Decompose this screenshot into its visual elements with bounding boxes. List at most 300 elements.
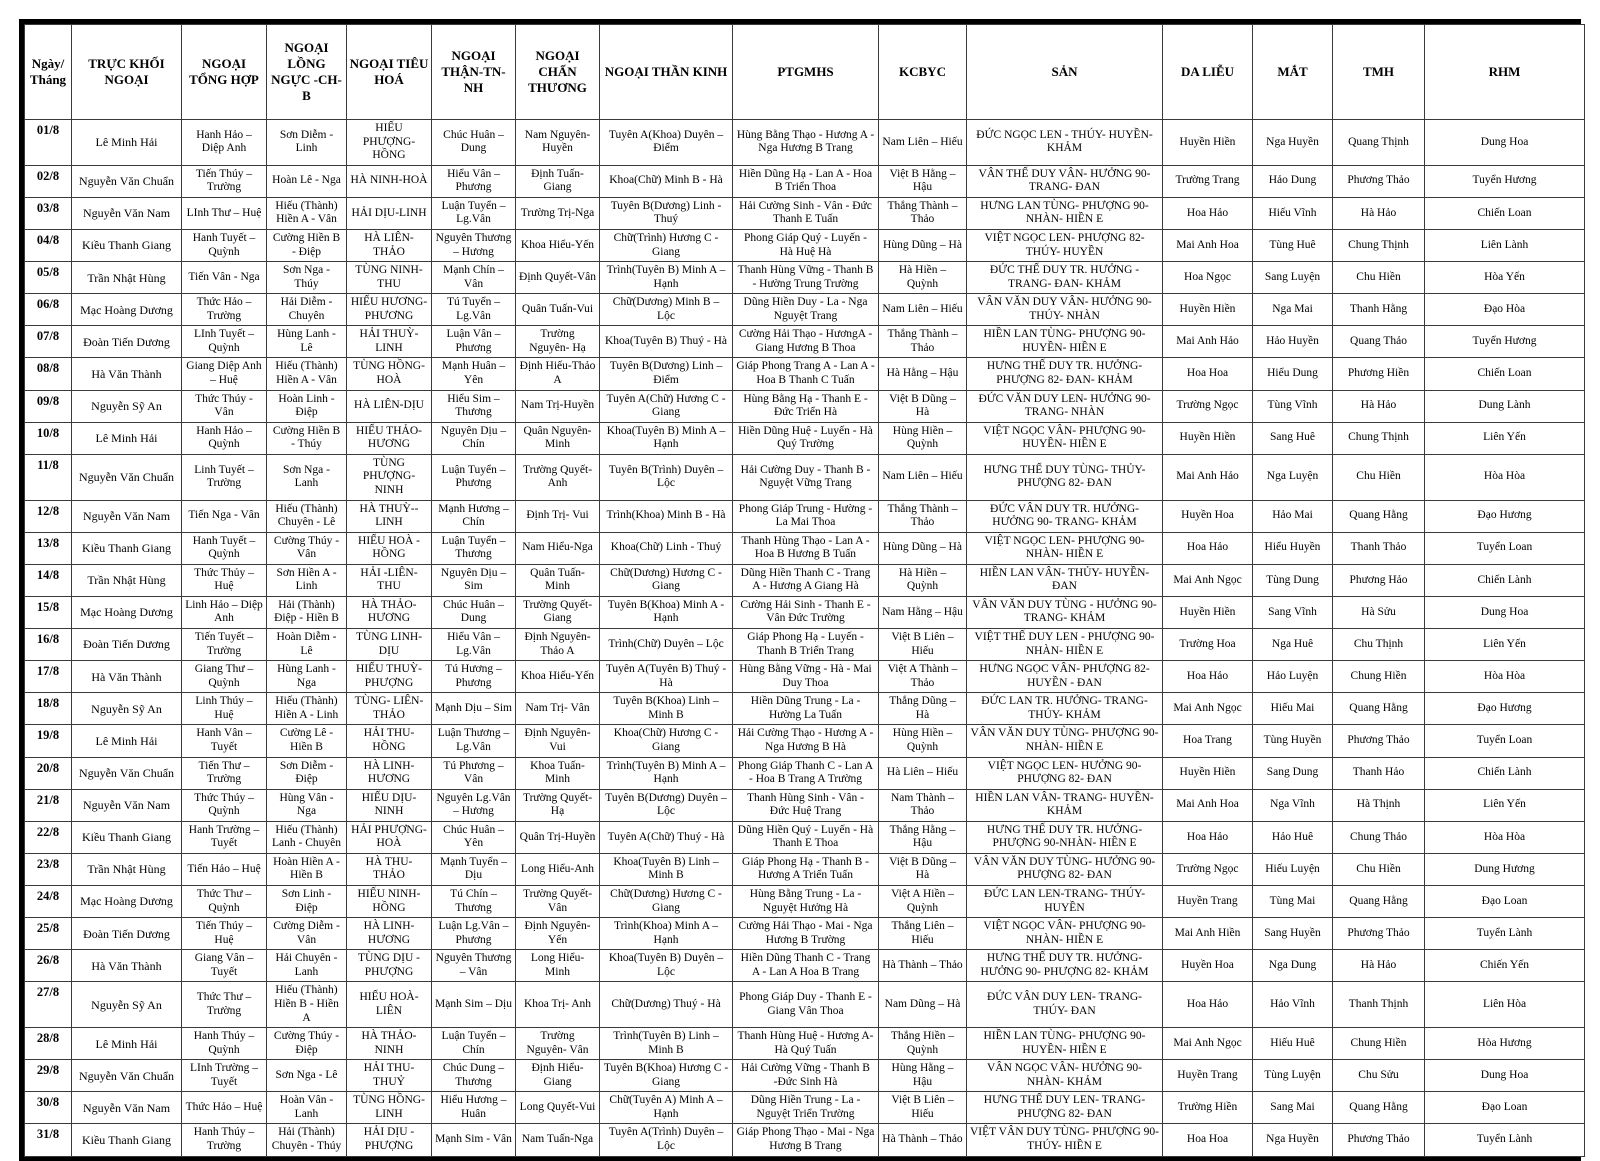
date-cell: 21/8 xyxy=(25,789,72,821)
table-cell: Dũng Hiền Quý - Luyến - Hà Thanh E Thoa xyxy=(733,821,879,853)
table-cell: Hải (Thành) Điệp - Hiền B xyxy=(267,596,347,628)
table-cell: Liên Hòa xyxy=(1425,982,1585,1028)
table-cell: Hải Cường Sinh - Vân - Đức Thanh E Tuấn xyxy=(733,197,879,229)
table-cell: Hiền Dũng Trung - La - Hường La Tuấn xyxy=(733,693,879,725)
date-cell: 31/8 xyxy=(25,1124,72,1156)
table-cell: Luận Vân – Phương xyxy=(432,326,516,358)
table-cell: Khoa(Chữ) Linh - Thuý xyxy=(600,532,733,564)
table-cell: Trường Hiền xyxy=(1163,1092,1253,1124)
table-cell: Hiền Dũng Huệ - Luyến - Hà Quý Trường xyxy=(733,422,879,454)
table-cell: Hiền Dũng Hạ - Lan A - Hoa B Triển Thoa xyxy=(733,165,879,197)
table-cell: Hùng Dũng – Hà xyxy=(879,229,967,261)
table-cell: Huyền Hiền xyxy=(1163,120,1253,166)
table-cell: Chữ(Trình) Hương C - Giang xyxy=(600,229,733,261)
table-cell: Tùng Luyện xyxy=(1253,1060,1333,1092)
table-row xyxy=(25,1028,1585,1060)
table-cell: Liên Yến xyxy=(1425,629,1585,661)
table-cell: Trường Hoa xyxy=(1163,629,1253,661)
table-cell: Trình(Khoa) Minh B - Hà xyxy=(600,500,733,532)
table-cell: Sơn Nga - Thúy xyxy=(267,262,347,294)
table-cell: HÀ THU-THẢO xyxy=(347,853,432,885)
table-cell: Việt B Dũng – Hà xyxy=(879,853,967,885)
table-cell: Việt A Hiền – Quỳnh xyxy=(879,886,967,918)
table-cell: Liên Yến xyxy=(1425,422,1585,454)
table-cell: TÙNG- LIÊN-THẢO xyxy=(347,693,432,725)
column-header: SẢN xyxy=(967,25,1163,120)
date-cell: 28/8 xyxy=(25,1028,72,1060)
table-cell: Hoa Hảo xyxy=(1163,532,1253,564)
table-cell: Chung Thịnh xyxy=(1333,422,1425,454)
table-cell: ĐỨC LAN TR. HƯỞNG- TRANG-THÚY- KHẢM xyxy=(967,693,1163,725)
table-cell: Trường Trị-Nga xyxy=(516,197,600,229)
table-cell: Cường Thúy - Điệp xyxy=(267,1028,347,1060)
table-cell: Đoàn Tiến Dương xyxy=(72,918,182,950)
table-cell: Trường Trang xyxy=(1163,165,1253,197)
column-header: NGOẠI CHẤN THƯƠNG xyxy=(516,25,600,120)
table-cell: Sang Huyền xyxy=(1253,918,1333,950)
table-cell: Mạc Hoàng Dương xyxy=(72,596,182,628)
table-cell: Nga Huyền xyxy=(1253,1124,1333,1156)
table-cell: Cường Diễm - Vân xyxy=(267,918,347,950)
table-cell: Hải Cường Thạo - Hương A - Nga Hương B Hà xyxy=(733,725,879,757)
table-cell: Thanh Hùng Huệ - Hương A- Hà Quý Tuấn xyxy=(733,1028,879,1060)
table-cell: Đạo Loan xyxy=(1425,886,1585,918)
table-cell: Chiến Loan xyxy=(1425,197,1585,229)
table-cell: HIỀN LAN TÙNG- PHƯỢNG 90-HUYỀN- HIỀN E xyxy=(967,326,1163,358)
table-row xyxy=(25,853,1585,885)
table-cell: Hảo Luyện xyxy=(1253,661,1333,693)
date-cell: 10/8 xyxy=(25,422,72,454)
column-header: NGOẠI TIÊU HOÁ xyxy=(347,25,432,120)
table-cell: Định Tuấn-Giang xyxy=(516,165,600,197)
date-cell: 18/8 xyxy=(25,693,72,725)
table-cell: Tuyên A(Trình) Duyên – Lộc xyxy=(600,1124,733,1156)
table-cell: VÂN NGỌC VÂN- HƯỞNG 90-NHÀN- KHẢM xyxy=(967,1060,1163,1092)
table-cell: Nguyễn Sỹ An xyxy=(72,693,182,725)
table-cell: Trường Quyết-Anh xyxy=(516,454,600,500)
schedule-table-body xyxy=(25,120,1585,1157)
table-cell: Hải (Thành) Chuyên - Thúy xyxy=(267,1124,347,1156)
table-cell: Tú Chín – Thương xyxy=(432,886,516,918)
table-cell: Tuyển Lành xyxy=(1425,1124,1585,1156)
table-cell: HẢI THU-THUỶ xyxy=(347,1060,432,1092)
table-cell: HÀ THẢO-NINH xyxy=(347,1028,432,1060)
table-cell: Sơn Hiền A - Linh xyxy=(267,564,347,596)
table-cell: Mạnh Huân – Yên xyxy=(432,358,516,390)
table-cell: Tuyên A(Tuyên B) Thuý - Hà xyxy=(600,661,733,693)
table-cell: Phong Giáp Quý - Luyến - Hà Huệ Hà xyxy=(733,229,879,261)
table-cell: Luận Lg.Vân – Phương xyxy=(432,918,516,950)
table-cell: ĐỨC NGỌC LEN - THÚY- HUYỀN-KHẢM xyxy=(967,120,1163,166)
table-cell: Hải Diễm - Chuyên xyxy=(267,294,347,326)
table-cell: Nam Thành – Thảo xyxy=(879,789,967,821)
table-cell: Hùng Vân - Nga xyxy=(267,789,347,821)
table-cell: HƯNG THẾ DUY TÙNG- THỦY-PHƯỢNG 82- ĐAN xyxy=(967,454,1163,500)
table-cell: Linh Tuyết – Trường xyxy=(182,454,267,500)
table-cell: Việt B Liên – Hiếu xyxy=(879,629,967,661)
table-cell: Hiếu Mai xyxy=(1253,693,1333,725)
table-cell: Hòa Hòa xyxy=(1425,661,1585,693)
table-cell: Hoàn Lê - Nga xyxy=(267,165,347,197)
table-cell: Hoa Ngọc xyxy=(1163,262,1253,294)
table-cell: HẢI DỊU-LINH xyxy=(347,197,432,229)
table-cell: Tiến Thúy – Huệ xyxy=(182,918,267,950)
table-cell: Linh Thúy – Huệ xyxy=(182,693,267,725)
table-cell: Huyền Trang xyxy=(1163,1060,1253,1092)
table-cell: Khoa Tuấn-Minh xyxy=(516,757,600,789)
table-cell: Trường Nguyên- Vân xyxy=(516,1028,600,1060)
table-cell: Trường Quyết-Hạ xyxy=(516,789,600,821)
table-cell: Cường Hiền B - Điệp xyxy=(267,229,347,261)
table-row xyxy=(25,500,1585,532)
table-cell: Quân Tuấn-Minh xyxy=(516,564,600,596)
table-cell: Hiểu Vân – Phương xyxy=(432,165,516,197)
table-cell: Kiều Thanh Giang xyxy=(72,229,182,261)
table-cell: HẢI THUỲ-LINH xyxy=(347,326,432,358)
table-cell: Dung Lành xyxy=(1425,390,1585,422)
column-header: NGOẠI LỒNG NGỰC -CH-B xyxy=(267,25,347,120)
table-cell: Giáp Phong Trang A - Lan A - Hoa B Thanh C Tuấn xyxy=(733,358,879,390)
table-cell: Trường Quyết-Giang xyxy=(516,596,600,628)
table-cell: Nam Dũng – Hà xyxy=(879,982,967,1028)
table-cell: Hà Thịnh xyxy=(1333,789,1425,821)
table-cell: Tùng Huê xyxy=(1253,229,1333,261)
table-cell: Việt B Hằng – Hậu xyxy=(879,165,967,197)
header-row xyxy=(25,25,1585,120)
table-cell: Chữ(Dương) Thuý - Hà xyxy=(600,982,733,1028)
table-cell: Quân Nguyên-Minh xyxy=(516,422,600,454)
table-cell: Hà Sửu xyxy=(1333,596,1425,628)
table-cell: Chung Hiền xyxy=(1333,661,1425,693)
table-cell: Trần Nhật Hùng xyxy=(72,853,182,885)
table-cell: Tuyên A(Chữ) Thuý - Hà xyxy=(600,821,733,853)
table-cell: Huyền Hiền xyxy=(1163,757,1253,789)
column-header: RHM xyxy=(1425,25,1585,120)
table-cell: HIỀN LAN TÙNG- PHƯỢNG 90-HUYỀN- HIỀN E xyxy=(967,1028,1163,1060)
table-row xyxy=(25,165,1585,197)
table-cell: Mạc Hoàng Dương xyxy=(72,294,182,326)
table-cell: Hiếu (Thành) Hiền A - Vân xyxy=(267,358,347,390)
table-cell: Quang Hằng xyxy=(1333,500,1425,532)
table-cell: VIỆT VÂN DUY TÙNG- PHƯỢNG 90- THÚY- HIỀN E xyxy=(967,1124,1163,1156)
table-cell: HÀ NINH-HOÀ xyxy=(347,165,432,197)
table-cell: Chu Sửu xyxy=(1333,1060,1425,1092)
table-cell: HÀ LIÊN-DỊU xyxy=(347,390,432,422)
table-cell: Tuyên A(Chữ) Hương C - Giang xyxy=(600,390,733,422)
table-cell: VIỆT NGỌC LEN- PHƯỢNG 90-NHÀN- HIỀN E xyxy=(967,532,1163,564)
table-cell: HƯNG THẾ DUY TR. HƯỞNG-PHƯỢNG 90-NHÀN- HIỀN E xyxy=(967,821,1163,853)
table-cell: Nam Hiểu-Nga xyxy=(516,532,600,564)
table-cell: Tuyển Loan xyxy=(1425,725,1585,757)
table-cell: LInh Tuyết – Quỳnh xyxy=(182,326,267,358)
table-cell: Chiến Lành xyxy=(1425,564,1585,596)
table-row xyxy=(25,629,1585,661)
table-cell: VÂN THẾ DUY VÂN- HƯỞNG 90-TRANG- ĐAN xyxy=(967,165,1163,197)
table-cell: Chu Hiền xyxy=(1333,262,1425,294)
table-cell: Hà Thành – Thảo xyxy=(879,1124,967,1156)
table-cell: Hà Liên – Hiếu xyxy=(879,757,967,789)
table-cell: Chu Hiền xyxy=(1333,454,1425,500)
table-cell: Hảo Vĩnh xyxy=(1253,982,1333,1028)
column-header: DA LIỄU xyxy=(1163,25,1253,120)
table-cell: Hảo Dung xyxy=(1253,165,1333,197)
table-cell: Chúc Dung – Thương xyxy=(432,1060,516,1092)
table-cell: HẢI PHƯỢNG-HOÀ xyxy=(347,821,432,853)
date-cell: 22/8 xyxy=(25,821,72,853)
table-cell: Hòa Hương xyxy=(1425,1028,1585,1060)
date-cell: 08/8 xyxy=(25,358,72,390)
table-cell: Mạnh Tuyển – Dịu xyxy=(432,853,516,885)
table-cell: Tiến Thư – Trường xyxy=(182,757,267,789)
table-cell: Hanh Vân – Tuyết xyxy=(182,725,267,757)
table-cell: ĐỨC LAN LEN-TRANG- THÚY-HUYỀN xyxy=(967,886,1163,918)
table-cell: Sơn Diễm - Điệp xyxy=(267,757,347,789)
table-cell: Hoa Hảo xyxy=(1163,821,1253,853)
table-cell: Thanh Thảo xyxy=(1333,532,1425,564)
table-cell: Khoa(Tuyên B) Thuý - Hà xyxy=(600,326,733,358)
table-cell: Linh Hảo – Diệp Anh xyxy=(182,596,267,628)
table-cell: Nga Mai xyxy=(1253,294,1333,326)
table-cell: Đạo Hòa xyxy=(1425,294,1585,326)
table-cell: ĐỨC VÂN DUY TR. HƯỞNG-HƯỞNG 90- TRANG- KHẢM xyxy=(967,500,1163,532)
table-cell: Tùng Vĩnh xyxy=(1253,390,1333,422)
table-row xyxy=(25,532,1585,564)
table-cell: HẢI DỊU - PHƯỢNG xyxy=(347,1124,432,1156)
table-cell: Luận Tuyển – Phương xyxy=(432,454,516,500)
table-cell: HIẾU HOÀ - HỒNG xyxy=(347,532,432,564)
table-cell: Nguyên Dịu – Chín xyxy=(432,422,516,454)
date-cell: 30/8 xyxy=(25,1092,72,1124)
table-cell: HÀ THUỲ--LINH xyxy=(347,500,432,532)
table-row xyxy=(25,390,1585,422)
table-cell: Đạo Hương xyxy=(1425,500,1585,532)
table-cell: Nga Huyền xyxy=(1253,120,1333,166)
table-cell: Hảo Mai xyxy=(1253,500,1333,532)
table-cell: Sang Luyện xyxy=(1253,262,1333,294)
table-cell: Tuyển Lành xyxy=(1425,918,1585,950)
table-cell: Hiếu (Thành) Hiền A - Linh xyxy=(267,693,347,725)
table-cell: HIẾU HƯƠNG-PHƯƠNG xyxy=(347,294,432,326)
table-cell: Lê Minh Hải xyxy=(72,725,182,757)
table-cell: TÙNG DỊU - PHƯỢNG xyxy=(347,950,432,982)
table-cell: Hoàn Hiền A - Hiền B xyxy=(267,853,347,885)
table-cell: Khoa Hiểu-Yến xyxy=(516,229,600,261)
table-cell: Khoa(Chữ) Minh B - Hà xyxy=(600,165,733,197)
table-cell: Hiếu Huê xyxy=(1253,1028,1333,1060)
date-cell: 23/8 xyxy=(25,853,72,885)
table-cell: Dung Hoa xyxy=(1425,120,1585,166)
table-cell: Quân Tuấn-Vui xyxy=(516,294,600,326)
table-cell: Chúc Huân – Dung xyxy=(432,120,516,166)
table-cell: Hoa Hoa xyxy=(1163,1124,1253,1156)
table-cell: Luận Thương – Lg.Vân xyxy=(432,725,516,757)
table-cell: Kiều Thanh Giang xyxy=(72,532,182,564)
table-cell: Nam Liên – Hiếu xyxy=(879,294,967,326)
table-row xyxy=(25,262,1585,294)
table-cell: Dung Hương xyxy=(1425,853,1585,885)
table-cell: Hoàn Linh - Điệp xyxy=(267,390,347,422)
table-row xyxy=(25,596,1585,628)
table-cell: Trường Ngọc xyxy=(1163,853,1253,885)
table-cell: Thức Thủy – Huệ xyxy=(182,564,267,596)
table-row xyxy=(25,789,1585,821)
table-cell: ĐỨC THẾ DUY TR. HƯỞNG - TRANG- ĐAN- KHẢM xyxy=(967,262,1163,294)
table-cell: Hiểu Hương – Huân xyxy=(432,1092,516,1124)
table-cell: Hùng Hiền – Quỳnh xyxy=(879,725,967,757)
table-cell: Chu Thịnh xyxy=(1333,629,1425,661)
table-cell: Chung Hiền xyxy=(1333,1028,1425,1060)
table-cell: Trình(Tuyên B) Minh A – Hạnh xyxy=(600,757,733,789)
table-cell: VIỆT NGỌC LEN- HƯỞNG 90-PHƯỢNG 82- ĐAN xyxy=(967,757,1163,789)
table-cell: Hà Hiền – Quỳnh xyxy=(879,262,967,294)
table-cell: Định Nguyên-Thảo A xyxy=(516,629,600,661)
table-cell: Thức Thúy - Vân xyxy=(182,390,267,422)
table-row xyxy=(25,422,1585,454)
table-cell: Chiến Loan xyxy=(1425,358,1585,390)
table-cell: Hảo Huê xyxy=(1253,821,1333,853)
table-cell: Nguyễn Văn Chuẩn xyxy=(72,165,182,197)
table-cell: Nam Nguyên-Huyền xyxy=(516,120,600,166)
table-cell: Tuyên B(Dương) Duyên – Lộc xyxy=(600,789,733,821)
table-cell: Phương Thảo xyxy=(1333,725,1425,757)
table-cell: Thức Thư – Quỳnh xyxy=(182,886,267,918)
table-row xyxy=(25,454,1585,500)
table-cell: Tuyên B(Trình) Duyên – Lộc xyxy=(600,454,733,500)
table-cell: HÀ LINH-HƯƠNG xyxy=(347,918,432,950)
table-cell: Đoàn Tiến Dương xyxy=(72,326,182,358)
date-cell: 12/8 xyxy=(25,500,72,532)
table-cell: Nga Luyện xyxy=(1253,454,1333,500)
table-cell: Hà Thành – Thảo xyxy=(879,950,967,982)
table-cell: Mai Anh Hiền xyxy=(1163,918,1253,950)
table-cell: Nguyên Lg.Vân – Hương xyxy=(432,789,516,821)
table-row xyxy=(25,1060,1585,1092)
table-cell: Khoa(Tuyên B) Linh – Minh B xyxy=(600,853,733,885)
column-header: NGOẠI THẬN-TN-NH xyxy=(432,25,516,120)
table-cell: Dũng Hiền Trung - La - Nguyệt Triển Trường xyxy=(733,1092,879,1124)
table-cell: Mai Anh Hảo xyxy=(1163,326,1253,358)
column-header: MẮT xyxy=(1253,25,1333,120)
table-cell: Nam Trị-Huyền xyxy=(516,390,600,422)
table-cell: HƯNG THẾ DUY TR. HƯỞNG-HƯỞNG 90- PHƯỢNG 82- KHẢM xyxy=(967,950,1163,982)
table-cell: Kiều Thanh Giang xyxy=(72,821,182,853)
table-cell: VÂN VĂN DUY TÙNG- PHƯỢNG 90- NHÀN- HIỀN E xyxy=(967,725,1163,757)
table-row xyxy=(25,693,1585,725)
table-cell: Khoa(Chữ) Hương C - Giang xyxy=(600,725,733,757)
table-cell: Hanh Thúy – Trường xyxy=(182,1124,267,1156)
table-cell: Tuyên B(Dương) Linh – Điểm xyxy=(600,358,733,390)
table-cell: Tú Hương – Phương xyxy=(432,661,516,693)
table-cell: Trường Ngọc xyxy=(1163,390,1253,422)
date-cell: 11/8 xyxy=(25,454,72,500)
date-cell: 15/8 xyxy=(25,596,72,628)
table-row xyxy=(25,120,1585,166)
date-cell: 06/8 xyxy=(25,294,72,326)
table-cell: Huyền Hiền xyxy=(1163,596,1253,628)
table-cell: Sơn Nga - Lanh xyxy=(267,454,347,500)
table-cell: Thắng Thành – Thảo xyxy=(879,500,967,532)
table-cell: Thắng Thành – Thảo xyxy=(879,197,967,229)
table-cell: Hùng Bằng Thạo - Hương A - Nga Hương B Trang xyxy=(733,120,879,166)
date-cell: 05/8 xyxy=(25,262,72,294)
table-cell: Hà Văn Thành xyxy=(72,358,182,390)
table-cell: Hoa Hảo xyxy=(1163,982,1253,1028)
table-cell: Luận Tuyển – Chín xyxy=(432,1028,516,1060)
table-cell: Hoàn Vân - Lanh xyxy=(267,1092,347,1124)
table-cell: Giang Diệp Anh – Huệ xyxy=(182,358,267,390)
table-cell: Quân Trị-Huyền xyxy=(516,821,600,853)
table-cell: Phương Thảo xyxy=(1333,918,1425,950)
table-row xyxy=(25,886,1585,918)
table-cell: Trường Quyết-Vân xyxy=(516,886,600,918)
table-cell: HƯNG THẾ DUY TR. HƯỞNG-PHƯỢNG 82- ĐAN- KHẢM xyxy=(967,358,1163,390)
table-cell: Hoa Trang xyxy=(1163,725,1253,757)
date-cell: 14/8 xyxy=(25,564,72,596)
table-cell: Quang Thảo xyxy=(1333,326,1425,358)
table-cell: Hiếu (Thành) Lanh - Chuyên xyxy=(267,821,347,853)
table-cell: Phong Giáp Thanh C - Lan A - Hoa B Trang A Trường xyxy=(733,757,879,789)
table-cell: Tiến Hảo – Huệ xyxy=(182,853,267,885)
table-cell: Nguyên Thương – Hương xyxy=(432,229,516,261)
table-cell: HIẾU DỊU-NINH xyxy=(347,789,432,821)
table-cell: Chữ(Dương) Hương C - Giang xyxy=(600,886,733,918)
table-cell: Hải Chuyên - Lanh xyxy=(267,950,347,982)
date-cell: 25/8 xyxy=(25,918,72,950)
table-cell: Định Hiểu-Giang xyxy=(516,1060,600,1092)
table-row xyxy=(25,197,1585,229)
table-cell: VIỆT NGỌC LEN- PHƯỢNG 82-THÚY- HUYỀN xyxy=(967,229,1163,261)
table-cell: Tiến Nga - Vân xyxy=(182,500,267,532)
table-cell: Mạnh Sim - Vân xyxy=(432,1124,516,1156)
table-cell: Thức Thư – Trường xyxy=(182,982,267,1028)
table-cell: Tú Phương – Vân xyxy=(432,757,516,789)
table-cell: HẢI THU-HỒNG xyxy=(347,725,432,757)
table-cell: Tùng Dung xyxy=(1253,564,1333,596)
table-cell: Hùng Hiền – Quỳnh xyxy=(879,422,967,454)
table-cell: Liên Lành xyxy=(1425,229,1585,261)
table-cell: Huyền Hiền xyxy=(1163,294,1253,326)
table-cell: Giáp Phong Thạo - Mai - Nga Hương B Trang xyxy=(733,1124,879,1156)
date-cell: 27/8 xyxy=(25,982,72,1028)
table-cell: VIỆT NGỌC VÂN- PHƯỢNG 90-HUYỀN- HIỀN E xyxy=(967,422,1163,454)
date-cell: 17/8 xyxy=(25,661,72,693)
table-cell: Hải Cường Vững - Thanh B -Đức Sinh Hà xyxy=(733,1060,879,1092)
table-row xyxy=(25,757,1585,789)
table-cell: Mạnh Dịu – Sim xyxy=(432,693,516,725)
date-cell: 24/8 xyxy=(25,886,72,918)
table-cell: Nguyễn Văn Nam xyxy=(72,789,182,821)
table-cell: Định Quyết-Vân xyxy=(516,262,600,294)
table-cell: Tuyên A(Khoa) Duyên – Điểm xyxy=(600,120,733,166)
table-cell: Dũng Hiền Duy - La - Nga Nguyệt Trang xyxy=(733,294,879,326)
table-cell: Hà Văn Thành xyxy=(72,950,182,982)
table-cell: HIẾU THẢO-HƯƠNG xyxy=(347,422,432,454)
table-cell: Thức Thúy – Quỳnh xyxy=(182,789,267,821)
table-cell: TÙNG HỒNG-LINH xyxy=(347,1092,432,1124)
table-cell: Hùng Lanh - Nga xyxy=(267,661,347,693)
column-header: PTGMHS xyxy=(733,25,879,120)
table-cell: Thanh Hảo xyxy=(1333,757,1425,789)
table-cell: Long Quyết-Vui xyxy=(516,1092,600,1124)
table-cell: Nguyễn Văn Chuẩn xyxy=(72,454,182,500)
table-cell: Đạo Loan xyxy=(1425,1092,1585,1124)
table-cell: Định Hiếu-Thảo A xyxy=(516,358,600,390)
table-cell: Nguyễn Sỹ An xyxy=(72,982,182,1028)
table-cell: Tuyển Hương xyxy=(1425,165,1585,197)
table-cell: Sơn Diễm - Linh xyxy=(267,120,347,166)
table-cell: Khoa Trị- Anh xyxy=(516,982,600,1028)
table-cell: Hùng Lanh - Lê xyxy=(267,326,347,358)
